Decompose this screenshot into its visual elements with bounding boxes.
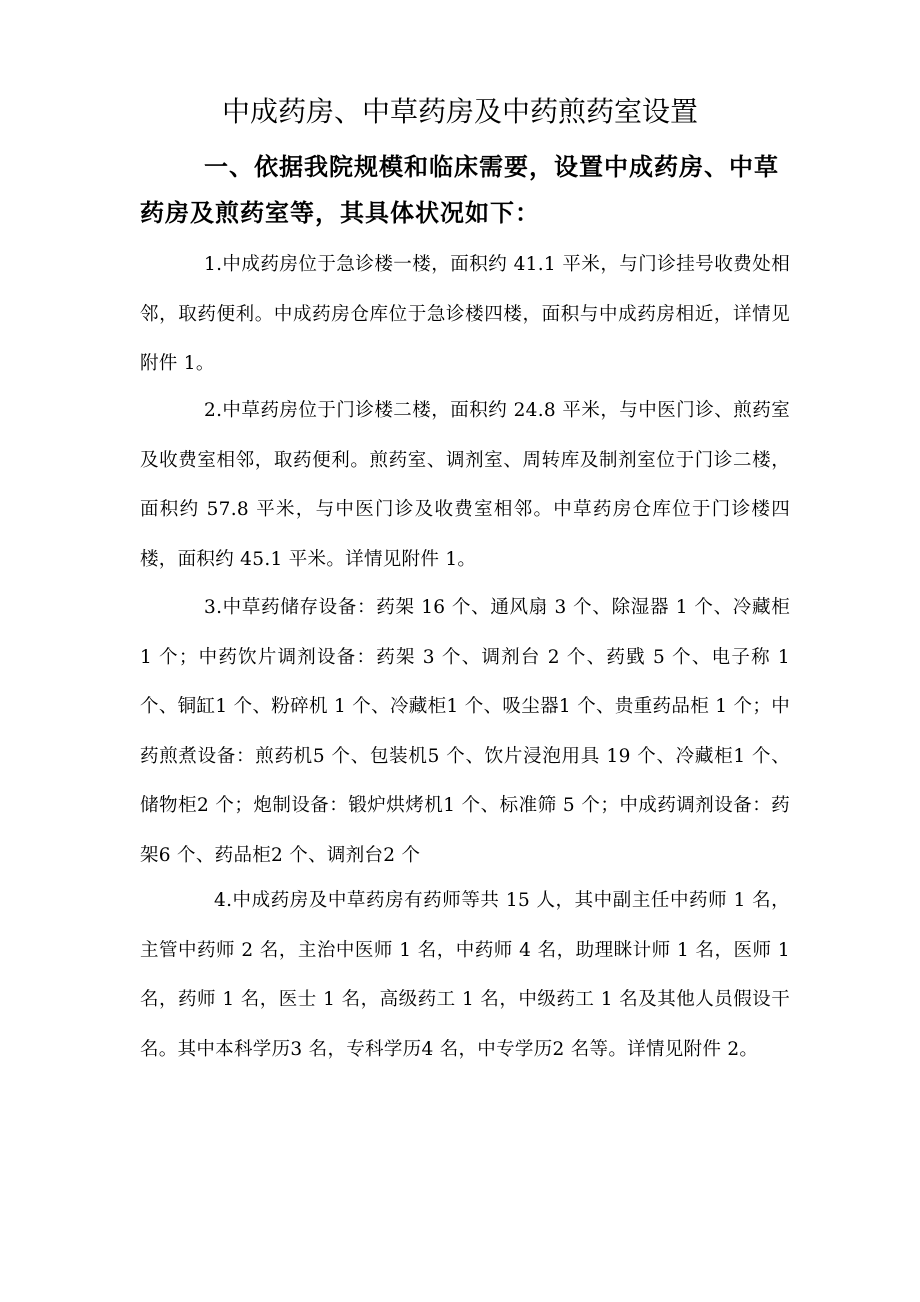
paragraph-2: 2.中草药房位于门诊楼二楼，面积约 24.8 平米，与中医门诊、煎药室及收费室相邻，取药便利。煎药室、调剂室、周转库及制剂室位于门诊二楼，面积约 57.8 平米，与中医门诊及收费室相邻。中草药房仓库位于门诊楼四楼，面积约 45.1 平米。详情见附件 1。 (140, 400, 790, 570)
paragraph-4: 4.中成药房及中草药房有药师等共 15 人，其中副主任中药师 1 名，主管中药师 2 名，主治中医师 1 名，中药师 4 名，助理眯计师 1 名，医师 1 名，药师 1 名，医士 1 名，高级药工 1 名，中级药工 1 名及其他人员假设干名。其中本科学历3 名，专科学历4 名，中专学历2 名等。详情见附件 2。 (140, 890, 790, 1060)
document-title: 中成药房、中草药房及中药煎药室设置 (221, 95, 698, 128)
paragraph-3: 3.中草药储存设备：药架 16 个、通风扇 3 个、除湿器 1 个、冷藏柜 1 个；中药饮片调剂设备：药架 3 个、调剂台 2 个、药戥 5 个、电子称 1 个、铜缸1 个、粉碎机 1 个、冷藏柜1 个、吸尘器1 个、贵重药品柜 1 个；中药煎煮设备：煎药机5 个、包装机5 个、饮片浸泡用具 19 个、冷藏柜1 个、储物柜2 个；炮制设备：锻炉烘烤机1 个、标准筛 5 个；中成药调剂设备：药架6 个、药品柜2 个、调剂台2 个 (140, 597, 790, 866)
section-heading: 一、依据我院规模和临床需要，设置中成药房、中草药房及煎药室等，其具体状况如下： (140, 153, 779, 227)
paragraph-1: 1.中成药房位于急诊楼一楼，面积约 41.1 平米，与门诊挂号收费处相邻，取药便利。中成药房仓库位于急诊楼四楼，面积与中成药房相近，详情见附件 1。 (140, 254, 790, 374)
